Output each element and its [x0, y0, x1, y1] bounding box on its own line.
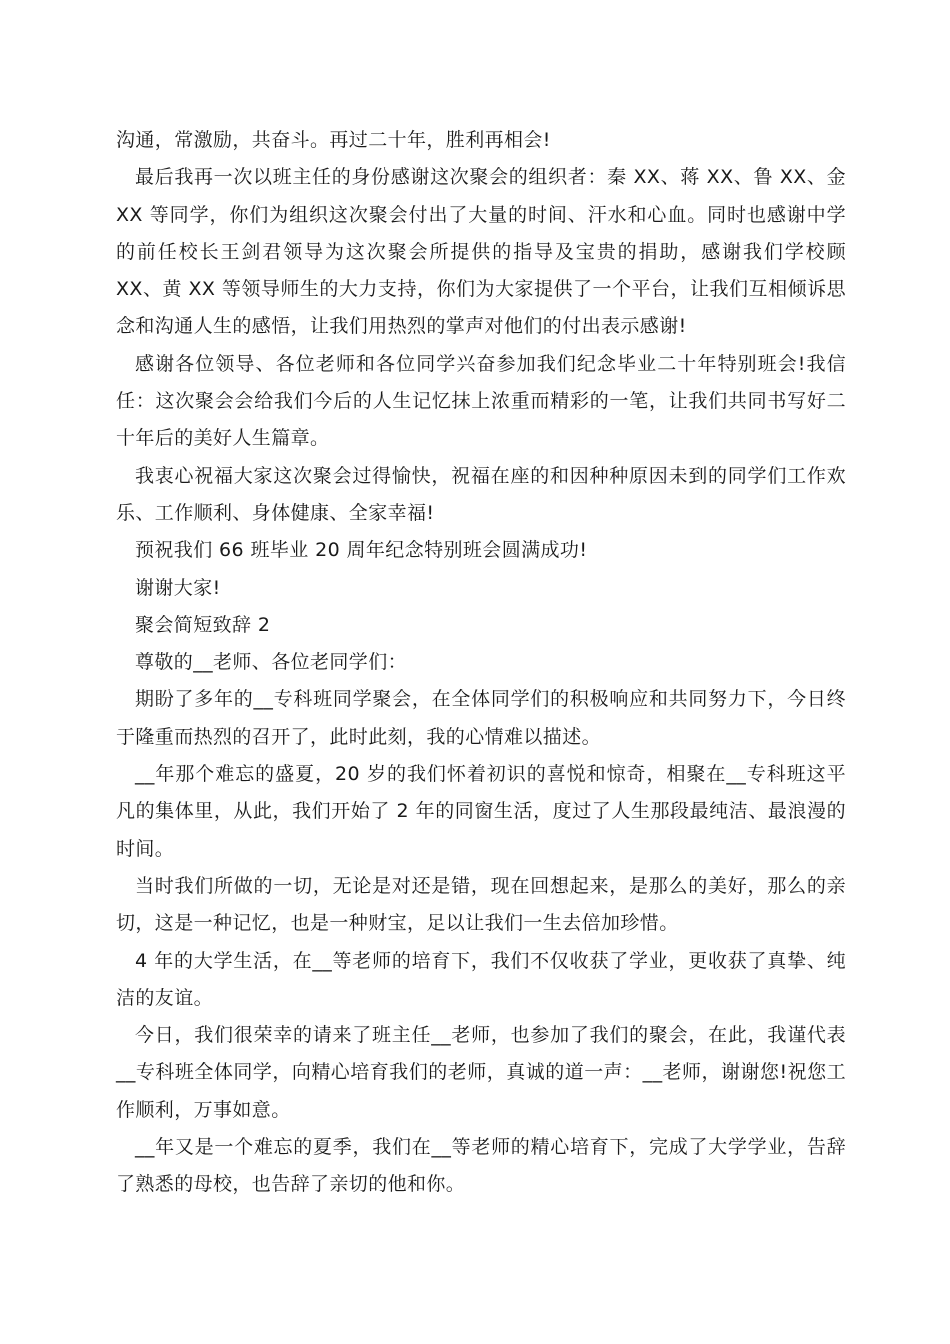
paragraph-9: 期盼了多年的__专科班同学聚会，在全体同学们的积极响应和共同努力下，今日终于隆重而热烈的召开了，此时此刻，我的心情难以描述。 — [116, 688, 846, 748]
paragraph-12: 4 年的大学生活，在__等老师的培育下，我们不仅收获了学业，更收获了真挚、纯洁的友谊。 — [116, 949, 846, 1009]
section-heading: 聚会简短致辞 2 — [135, 613, 271, 636]
paragraph-6: 谢谢大家! — [135, 576, 221, 599]
paragraph-11: 当时我们所做的一切，无论是对还是错，现在回想起来，是那么的美好，那么的亲切，这是一种记忆，也是一种财宝，足以让我们一生去倍加珍惜。 — [116, 874, 846, 935]
paragraph-3: 感谢各位领导、各位老师和各位同学兴奋参加我们纪念毕业二十年特别班会!我信任：这次聚会会给我们今后的人生记忆抹上浓重而精彩的一笔，让我们共同书写好二十年后的美好人生篇章。 — [116, 352, 846, 450]
paragraph-5: 预祝我们 66 班毕业 20 周年纪念特别班会圆满成功! — [135, 539, 588, 562]
paragraph-2: 最后我再一次以班主任的身份感谢这次聚会的组织者：秦 XX、蒋 XX、鲁 XX、金 XX 等同学，你们为组织这次聚会付出了大量的时间、汗水和心血。同时也感谢中学的前任校长王剑君领导为这次聚会所提供的指导及宝贵的捐助，感谢我们学校顾 XX、黄 XX 等领导师生的大力支持，你们为大家提供了一个平台，让我们互相倾诉思念和沟通人生的感悟，让我们用热烈的掌声对他们的付出表示感谢! — [116, 166, 846, 338]
paragraph-14: __年又是一个难忘的夏季，我们在__等老师的精心培育下，完成了大学学业，告辞了熟悉的母校，也告辞了亲切的他和你。 — [116, 1136, 846, 1196]
paragraph-10: __年那个难忘的盛夏，20 岁的我们怀着初识的喜悦和惊奇，相聚在__专科班这平凡的集体里，从此，我们开始了 2 年的同窗生活，度过了人生那段最纯洁、最浪漫的时间。 — [116, 763, 846, 860]
paragraph-1: 沟通，常激励，共奋斗。再过二十年，胜利再相会! — [116, 129, 551, 151]
salutation: 尊敬的__老师、各位老同学们： — [135, 651, 408, 674]
paragraph-4: 我衷心祝福大家这次聚会过得愉快，祝福在座的和因种种原因未到的同学们工作欢乐、工作顺利、身体健康、全家幸福! — [116, 464, 846, 524]
document-body — [116, 122, 846, 1204]
paragraph-13: 今日，我们很荣幸的请来了班主任__老师，也参加了我们的聚会，在此，我谨代表__专科班全体同学，向精心培育我们的老师，真诚的道一声：__老师，谢谢您!祝您工作顺利，万事如意。 — [116, 1024, 846, 1121]
